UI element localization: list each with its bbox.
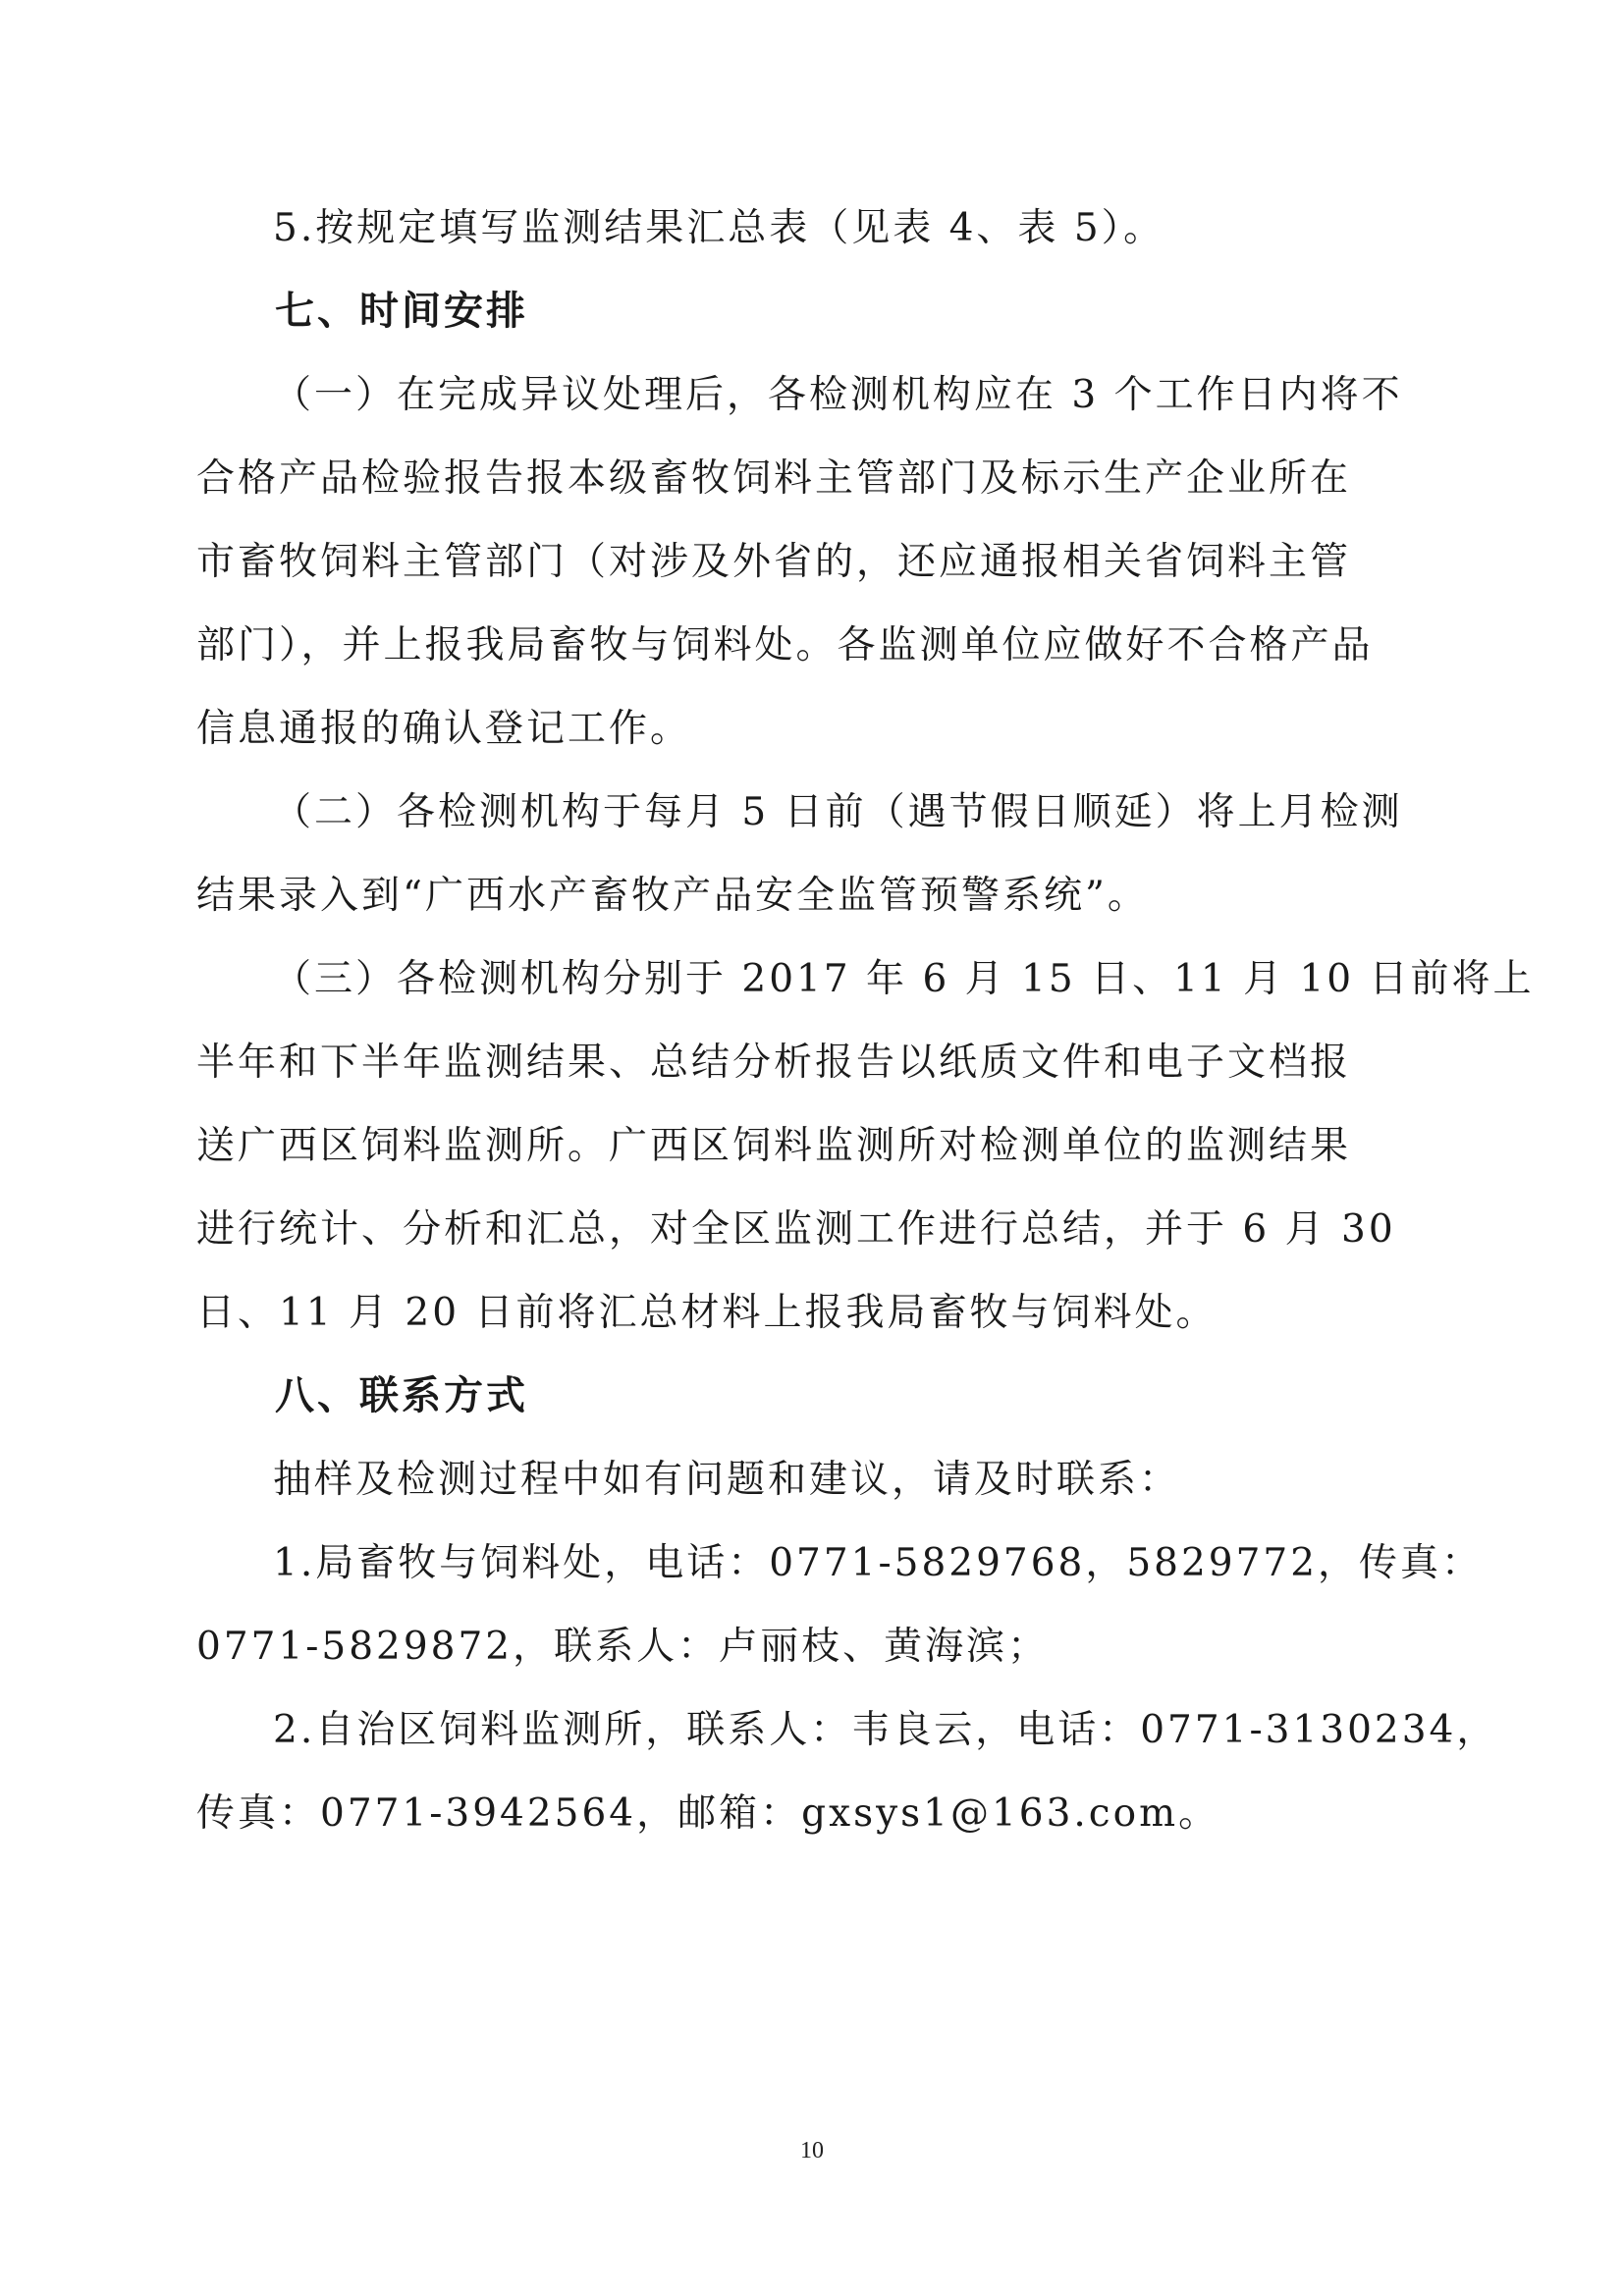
paragraph bbox=[196, 1688, 1498, 1855]
paragraph bbox=[196, 937, 1535, 1355]
paragraph bbox=[196, 187, 1443, 270]
text-line: （三）各检测机构分别于 2017 年 6 月 15 日、11 月 10 日前将上 bbox=[273, 957, 1535, 1001]
text-line: 传真：0771-3942564，邮箱：gxsys1@163.com。 bbox=[196, 1791, 1220, 1836]
text-line: 日、11 月 20 日前将汇总材料上报我局畜牧与饲料处。 bbox=[196, 1291, 1218, 1335]
paragraph bbox=[196, 1438, 1443, 1522]
text-line: 1.局畜牧与饲料处，电话：0771-5829768，5829772，传真： bbox=[273, 1541, 1484, 1585]
text-line: 七、时间安排 bbox=[275, 289, 528, 334]
paragraph bbox=[196, 771, 1443, 937]
paragraph bbox=[196, 1522, 1484, 1688]
text-line: 抽样及检测过程中如有问题和建议，请及时联系： bbox=[273, 1458, 1181, 1502]
text-line: 半年和下半年监测结果、总结分析报告以纸质文件和电子文档报 bbox=[196, 1041, 1352, 1085]
text-line: （二）各检测机构于每月 5 日前（遇节假日顺延）将上月检测 bbox=[273, 790, 1403, 834]
page-number: 10 bbox=[800, 2138, 824, 2163]
document-body bbox=[196, 187, 1535, 1855]
text-line: 送广西区饲料监测所。广西区饲料监测所对检测单位的监测结果 bbox=[196, 1124, 1352, 1168]
section-heading bbox=[196, 1355, 1443, 1438]
section-heading bbox=[196, 270, 1443, 353]
text-line: 市畜牧饲料主管部门（对涉及外省的，还应通报相关省饲料主管 bbox=[196, 540, 1352, 584]
text-line: 0771-5829872，联系人：卢丽枝、黄海滨； bbox=[196, 1625, 1050, 1669]
text-line: 合格产品检验报告报本级畜牧饲料主管部门及标示生产企业所在 bbox=[196, 456, 1352, 501]
text-line: 八、联系方式 bbox=[275, 1373, 528, 1418]
text-line: 5.按规定填写监测结果汇总表（见表 4、表 5）。 bbox=[273, 206, 1165, 250]
text-line: 信息通报的确认登记工作。 bbox=[196, 707, 692, 751]
text-line: 2.自治区饲料监测所，联系人：韦良云，电话：0771-3130234， bbox=[273, 1708, 1498, 1752]
text-line: 部门），并上报我局畜牧与饲料处。各监测单位应做好不合格产品 bbox=[196, 623, 1374, 667]
text-line: 进行统计、分析和汇总，对全区监测工作进行总结，并于 6 月 30 bbox=[196, 1207, 1396, 1252]
text-line: （一）在完成异议处理后，各检测机构应在 3 个工作日内将不 bbox=[273, 373, 1403, 417]
paragraph bbox=[196, 353, 1443, 771]
text-line: 结果录入到“广西水产畜牧产品安全监管预警系统”。 bbox=[196, 874, 1149, 918]
